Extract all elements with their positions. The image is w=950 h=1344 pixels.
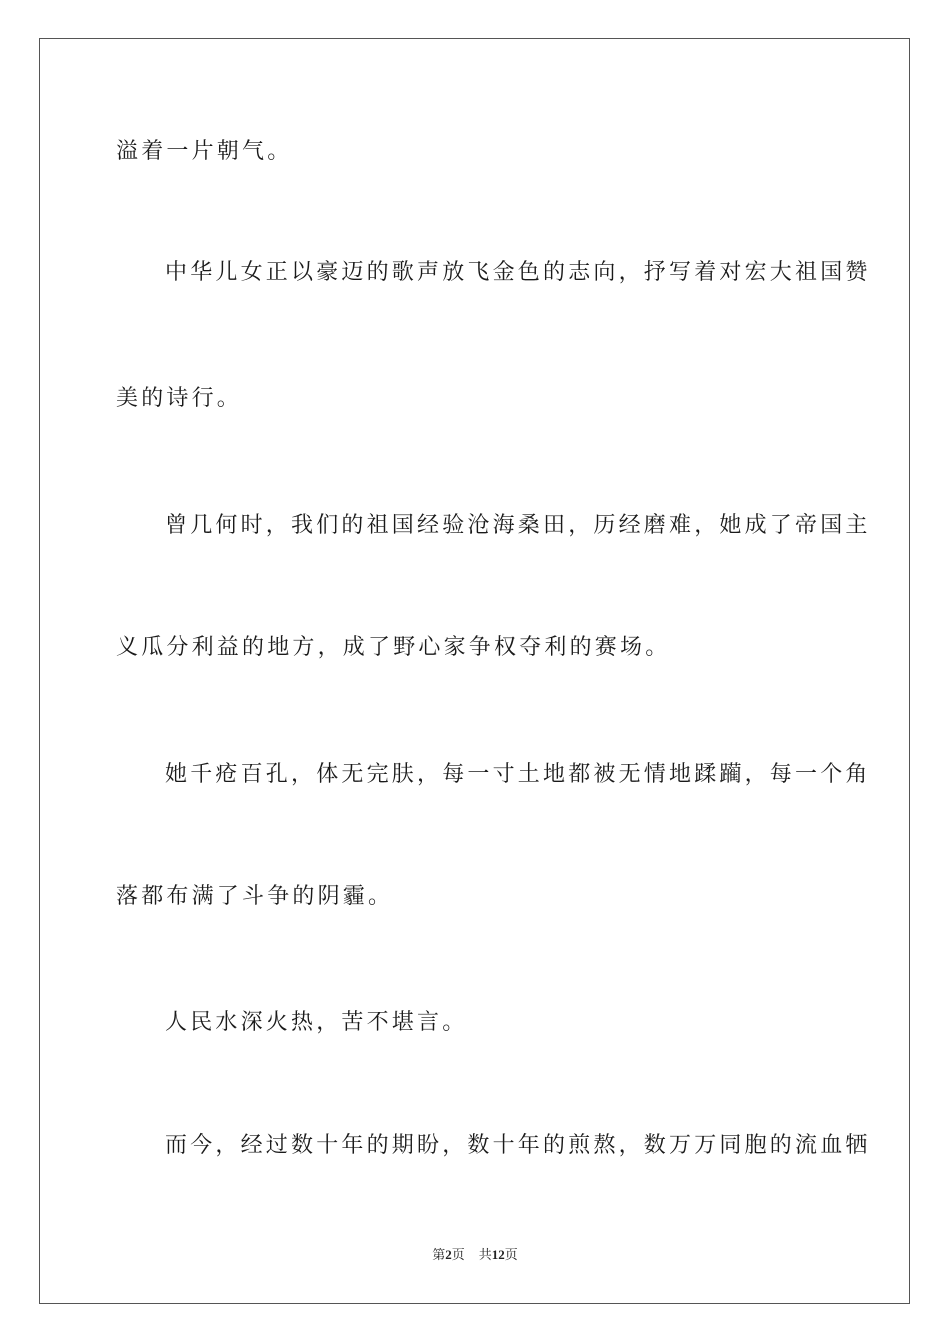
page-suffix: 页 [451, 1247, 465, 1262]
body-line: 而今，经过数十年的期盼，数十年的煎熬，数万万同胞的流血牺 [165, 1133, 871, 1158]
body-line: 溢着一片朝气。 [116, 139, 293, 164]
total-pages: 12 [491, 1247, 505, 1262]
total-suffix: 页 [504, 1247, 518, 1262]
body-line: 义瓜分利益的地方，成了野心家争权夺利的赛场。 [116, 635, 671, 660]
page-prefix: 第 [432, 1247, 446, 1262]
total-prefix: 共 [478, 1247, 492, 1262]
body-line: 中华儿女正以豪迈的歌声放飞金色的志向，抒写着对宏大祖国赞 [165, 260, 871, 285]
page-border [39, 38, 910, 1304]
body-line: 人民水深火热，苦不堪言。 [165, 1010, 468, 1035]
body-line: 曾几何时，我们的祖国经验沧海桑田，历经磨难，她成了帝国主 [165, 513, 871, 538]
body-line: 她千疮百孔，体无完肤，每一寸土地都被无情地蹂躏，每一个角 [165, 762, 871, 787]
body-line: 落都布满了斗争的阴霾。 [116, 884, 394, 909]
page-number: 2 [445, 1247, 452, 1262]
page-footer [0, 1246, 950, 1264]
body-line: 美的诗行。 [116, 386, 243, 411]
